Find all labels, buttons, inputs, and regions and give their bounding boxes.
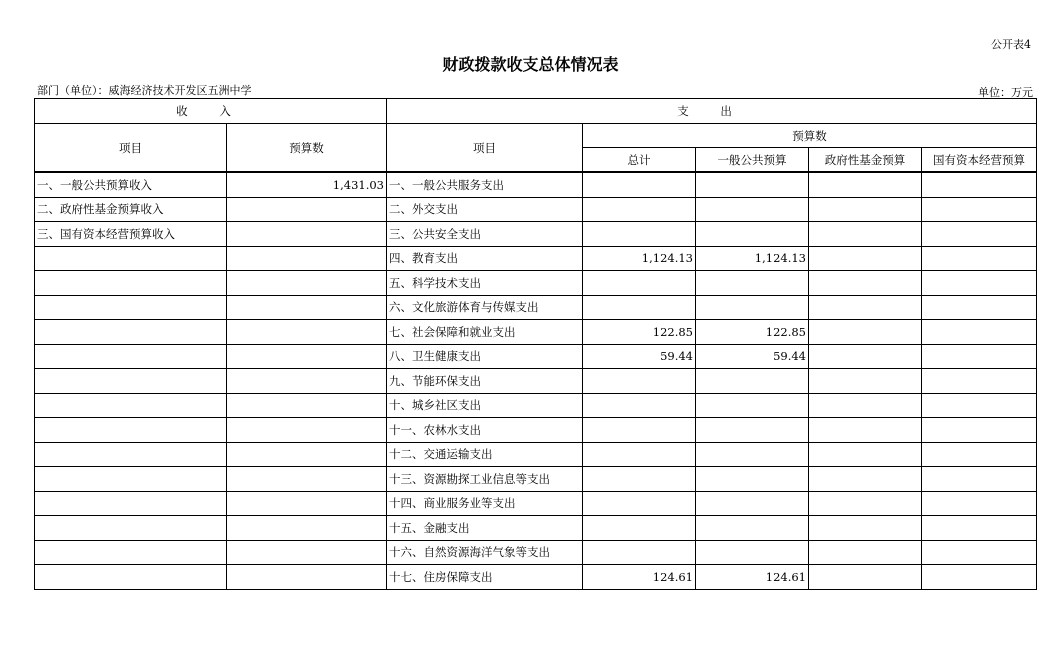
expense-item-cell: 三、公共安全支出 <box>387 222 583 247</box>
total-cell <box>583 172 696 197</box>
total-cell <box>583 540 696 565</box>
general-budget-header: 一般公共预算 <box>696 148 809 173</box>
general-budget-cell <box>696 172 809 197</box>
budget-group-header: 预算数 <box>583 124 1037 148</box>
gov-fund-cell <box>809 540 922 565</box>
general-budget-cell <box>696 197 809 222</box>
income-item-cell <box>35 565 227 590</box>
general-budget-cell <box>696 491 809 516</box>
state-capital-cell <box>922 369 1037 394</box>
gov-fund-cell <box>809 197 922 222</box>
state-capital-cell <box>922 172 1037 197</box>
income-amount-cell: 1,431.03 <box>227 172 387 197</box>
income-item-cell <box>35 320 227 345</box>
state-capital-cell <box>922 516 1037 541</box>
gov-fund-cell <box>809 442 922 467</box>
state-capital-cell <box>922 565 1037 590</box>
table-body <box>35 172 1037 589</box>
general-budget-cell <box>696 271 809 296</box>
gov-fund-cell <box>809 369 922 394</box>
income-amount-cell <box>227 344 387 369</box>
income-item-cell <box>35 467 227 492</box>
state-capital-cell <box>922 540 1037 565</box>
table-row <box>35 369 1037 394</box>
general-budget-cell: 1,124.13 <box>696 246 809 271</box>
gov-fund-cell <box>809 271 922 296</box>
income-amount-cell <box>227 393 387 418</box>
income-item-cell <box>35 540 227 565</box>
expense-item-cell: 十三、资源勘探工业信息等支出 <box>387 467 583 492</box>
state-capital-header: 国有资本经营预算 <box>922 148 1037 173</box>
income-item-cell <box>35 246 227 271</box>
expense-item-cell: 八、卫生健康支出 <box>387 344 583 369</box>
unit-label: 单位：万元 <box>978 86 1033 99</box>
expense-item-cell: 一、一般公共服务支出 <box>387 172 583 197</box>
gov-fund-cell <box>809 344 922 369</box>
table-row <box>35 320 1037 345</box>
income-item-cell <box>35 295 227 320</box>
total-cell <box>583 197 696 222</box>
table-row <box>35 222 1037 247</box>
table-row <box>35 491 1037 516</box>
state-capital-cell <box>922 491 1037 516</box>
table-row <box>35 442 1037 467</box>
table-row <box>35 344 1037 369</box>
general-budget-cell <box>696 442 809 467</box>
general-budget-cell: 124.61 <box>696 565 809 590</box>
expense-item-cell: 九、节能环保支出 <box>387 369 583 394</box>
total-cell <box>583 271 696 296</box>
state-capital-cell <box>922 344 1037 369</box>
expense-item-cell: 十一、农林水支出 <box>387 418 583 443</box>
general-budget-cell: 59.44 <box>696 344 809 369</box>
state-capital-cell <box>922 295 1037 320</box>
expense-item-cell: 十七、住房保障支出 <box>387 565 583 590</box>
total-cell: 124.61 <box>583 565 696 590</box>
total-cell <box>583 442 696 467</box>
table-row <box>35 516 1037 541</box>
state-capital-cell <box>922 197 1037 222</box>
general-budget-cell <box>696 418 809 443</box>
expense-header: 支 出 <box>387 99 1037 124</box>
general-budget-cell <box>696 540 809 565</box>
state-capital-cell <box>922 442 1037 467</box>
income-amount-cell <box>227 491 387 516</box>
department-label: 部门（单位）：威海经济技术开发区五洲中学 <box>37 84 252 97</box>
expense-item-cell: 十二、交通运输支出 <box>387 442 583 467</box>
total-cell <box>583 516 696 541</box>
state-capital-cell <box>922 246 1037 271</box>
gov-fund-cell <box>809 418 922 443</box>
expense-item-cell: 十四、商业服务业等支出 <box>387 491 583 516</box>
income-amount-cell <box>227 418 387 443</box>
income-amount-cell <box>227 320 387 345</box>
expense-item-cell: 七、社会保障和就业支出 <box>387 320 583 345</box>
total-cell <box>583 295 696 320</box>
income-amount-cell <box>227 467 387 492</box>
income-amount-cell <box>227 369 387 394</box>
table-row <box>35 197 1037 222</box>
total-cell <box>583 369 696 394</box>
income-item-cell <box>35 442 227 467</box>
income-item-cell <box>35 271 227 296</box>
table-row <box>35 540 1037 565</box>
income-amount-cell <box>227 197 387 222</box>
general-budget-cell <box>696 467 809 492</box>
expense-item-cell: 十六、自然资源海洋气象等支出 <box>387 540 583 565</box>
table-row <box>35 246 1037 271</box>
gov-fund-cell <box>809 222 922 247</box>
income-item-cell <box>35 369 227 394</box>
total-cell <box>583 491 696 516</box>
general-budget-cell: 122.85 <box>696 320 809 345</box>
income-amount-cell <box>227 516 387 541</box>
state-capital-cell <box>922 467 1037 492</box>
income-amount-cell <box>227 246 387 271</box>
form-number: 公开表4 <box>991 38 1031 51</box>
income-item-cell <box>35 516 227 541</box>
expense-item-cell: 六、文化旅游体育与传媒支出 <box>387 295 583 320</box>
income-item-cell <box>35 491 227 516</box>
expense-item-cell: 十、城乡社区支出 <box>387 393 583 418</box>
gov-fund-header: 政府性基金预算 <box>809 148 922 173</box>
general-budget-cell <box>696 369 809 394</box>
gov-fund-cell <box>809 295 922 320</box>
total-cell <box>583 418 696 443</box>
table-row <box>35 172 1037 197</box>
total-cell <box>583 222 696 247</box>
gov-fund-cell <box>809 172 922 197</box>
general-budget-cell <box>696 295 809 320</box>
income-item-cell <box>35 393 227 418</box>
income-amount-cell <box>227 442 387 467</box>
table-row <box>35 295 1037 320</box>
total-header: 总计 <box>583 148 696 173</box>
income-amount-cell <box>227 222 387 247</box>
page-title: 财政拨款收支总体情况表 <box>442 55 619 74</box>
income-item-cell: 三、国有资本经营预算收入 <box>35 222 227 247</box>
general-budget-cell <box>696 516 809 541</box>
table-row <box>35 565 1037 590</box>
income-amount-cell <box>227 540 387 565</box>
expense-item-cell: 十五、金融支出 <box>387 516 583 541</box>
income-amount-cell <box>227 565 387 590</box>
expense-item-cell: 二、外交支出 <box>387 197 583 222</box>
table-row <box>35 467 1037 492</box>
gov-fund-cell <box>809 246 922 271</box>
budget-table <box>34 98 1037 590</box>
income-item-cell <box>35 344 227 369</box>
general-budget-cell <box>696 393 809 418</box>
expense-item-cell: 四、教育支出 <box>387 246 583 271</box>
income-budget-header: 预算数 <box>227 124 387 173</box>
state-capital-cell <box>922 393 1037 418</box>
total-cell: 59.44 <box>583 344 696 369</box>
income-item-cell <box>35 418 227 443</box>
total-cell: 122.85 <box>583 320 696 345</box>
income-amount-cell <box>227 295 387 320</box>
gov-fund-cell <box>809 320 922 345</box>
state-capital-cell <box>922 418 1037 443</box>
total-cell <box>583 467 696 492</box>
state-capital-cell <box>922 271 1037 296</box>
gov-fund-cell <box>809 393 922 418</box>
state-capital-cell <box>922 320 1037 345</box>
gov-fund-cell <box>809 467 922 492</box>
total-cell: 1,124.13 <box>583 246 696 271</box>
general-budget-cell <box>696 222 809 247</box>
gov-fund-cell <box>809 565 922 590</box>
total-cell <box>583 393 696 418</box>
expense-item-cell: 五、科学技术支出 <box>387 271 583 296</box>
income-item-cell: 一、一般公共预算收入 <box>35 172 227 197</box>
income-item-cell: 二、政府性基金预算收入 <box>35 197 227 222</box>
table-row <box>35 418 1037 443</box>
state-capital-cell <box>922 222 1037 247</box>
gov-fund-cell <box>809 516 922 541</box>
income-item-header: 项目 <box>35 124 227 173</box>
gov-fund-cell <box>809 491 922 516</box>
income-amount-cell <box>227 271 387 296</box>
expense-item-header: 项目 <box>387 124 583 173</box>
income-header: 收 入 <box>35 99 387 124</box>
table-row <box>35 393 1037 418</box>
table-row <box>35 271 1037 296</box>
